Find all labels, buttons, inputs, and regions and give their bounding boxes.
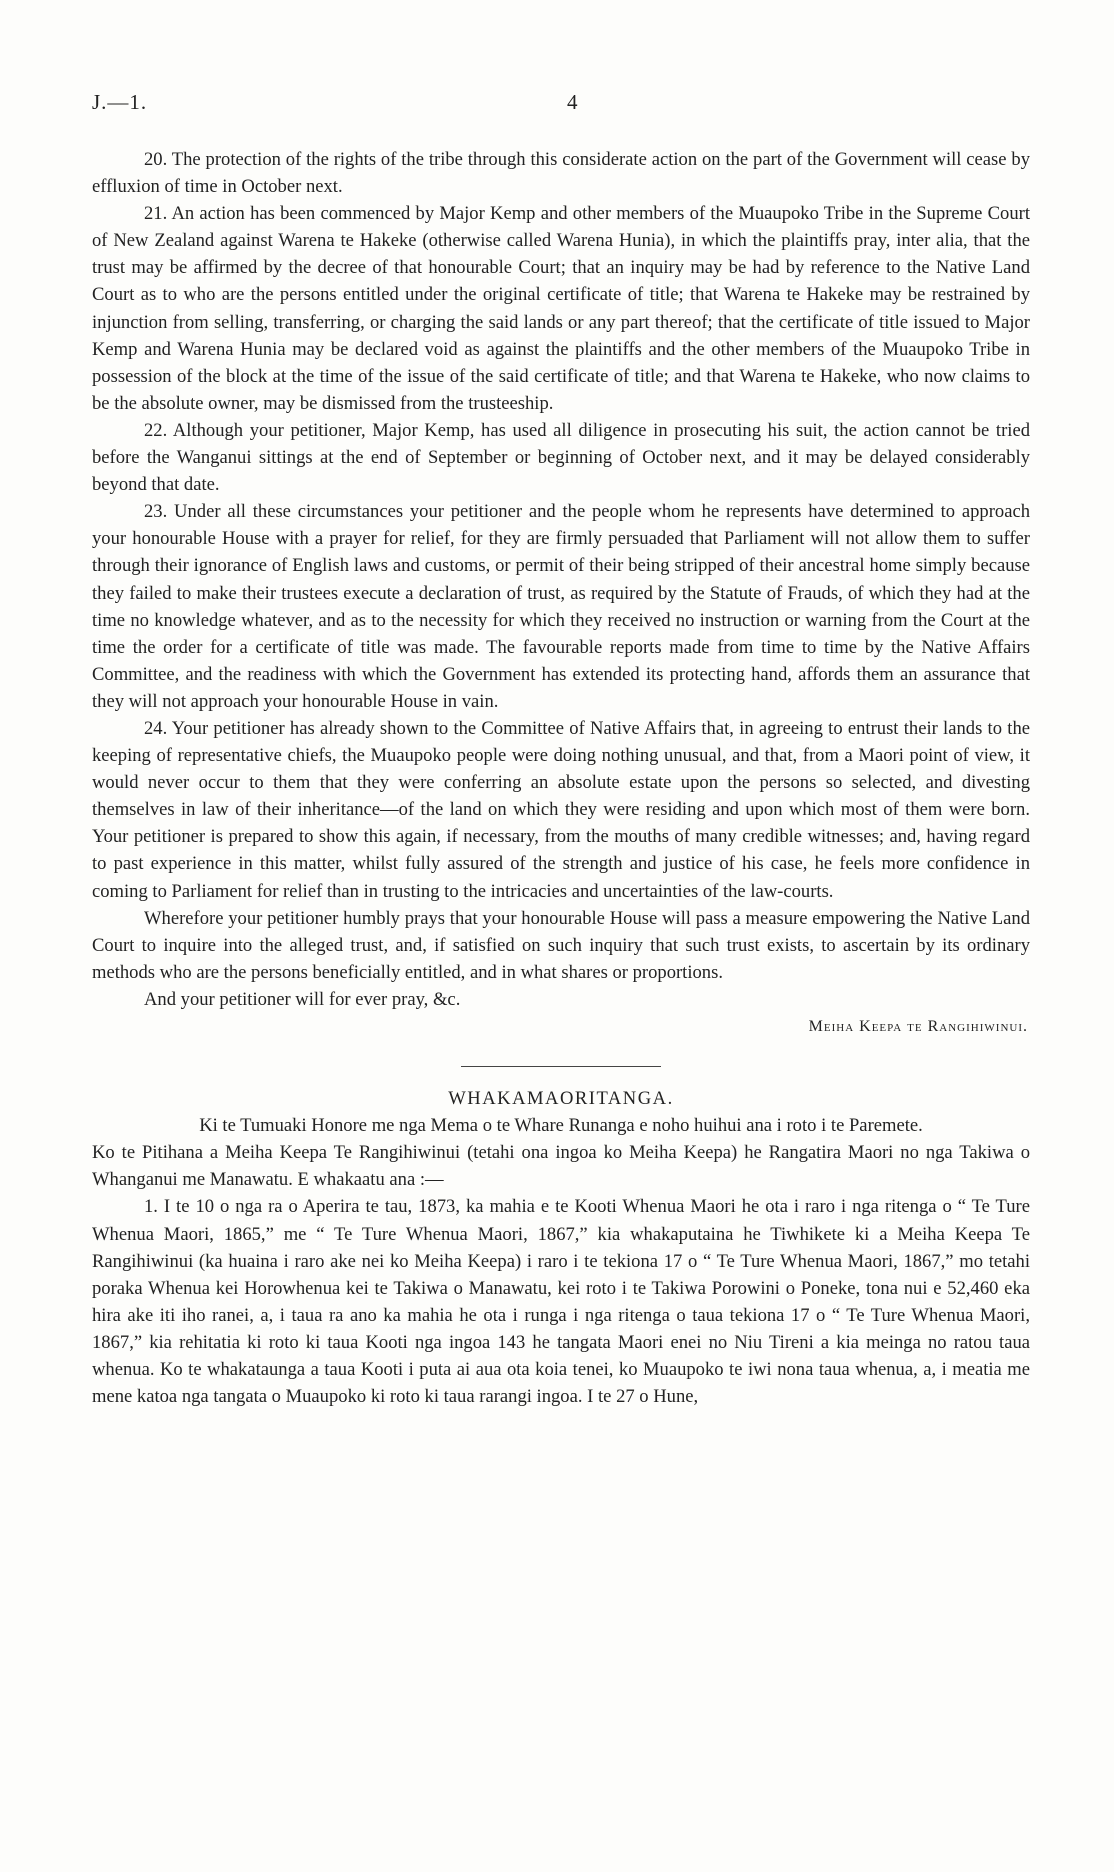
paragraph-20: 20. The protection of the rights of the tribe through this considerate action on the part of the Government will cease by effluxion of time in October next. bbox=[92, 149, 1030, 198]
document-body bbox=[92, 146, 1030, 1410]
translation-title: WHAKAMAORITANGA. bbox=[448, 1088, 674, 1110]
closing-line: And your petitioner will for ever pray, &c. bbox=[144, 988, 461, 1010]
signature: Meiha Keepa te Rangihiwinui. bbox=[808, 1018, 1028, 1035]
document-reference: J.—1. bbox=[92, 90, 148, 114]
translation-intro: Ko te Pitihana a Meiha Keepa Te Rangihiwinui (tetahi ona ingoa ko Meiha Keepa) he Rangatira Maori no nga Takiwa o Whanganui me Manawatu. E whakaatu ana :— bbox=[92, 1142, 1030, 1191]
paragraph-23: 23. Under all these circumstances your petitioner and the people whom he represents have determined to approach your honourable House with a prayer for relief, for they are firmly persuaded that Parliament will not allow them to suffer through their ignorance of English laws and customs, or permit of their being stripped of their ancestral home simply because they failed to make their trustees execute a declaration of trust, as required by the Statute of Frauds, of which they had at the time no knowledge whatever, and as to the necessity for which they received no instruction or warning from the Court at the time the order for a certificate of title was made. The favourable reports made from time to time by the Native Affairs Committee, and the readiness with which the Government has extended its protecting hand, affords them an assurance that they will not approach your honourable House in vain. bbox=[92, 501, 1030, 712]
prayer-paragraph: Wherefore your petitioner humbly prays that your honourable House will pass a measure empowering the Native Land Court to inquire into the alleged trust, and, if satisfied on such inquiry that such trust exists, to ascertain by its ordinary methods who are the persons beneficially entitled, and in what shares or proportions. bbox=[92, 907, 1030, 983]
paragraph-21: 21. An action has been commenced by Major Kemp and other members of the Muaupoko Tribe in the Supreme Court of New Zealand against Warena te Hakeke (otherwise called Warena Hunia), in which the plaintiffs pray, inter alia, that the trust may be affirmed by the decree of that honourable Court; that an inquiry may be had by reference to the Native Land Court as to who are the persons entitled under the original certificate of title; that Warena te Hakeke may be restrained by injunction from selling, transferring, or charging the said lands or any part thereof; that the certificate of title issued to Major Kemp and Warena Hunia may be declared void as against the plaintiffs and the other members of the Muaupoko Tribe in possession of the block at the time of the issue of the said certificate of title; and that Warena te Hakeke, who now claims to be the absolute owner, may be dismissed from the trusteeship. bbox=[92, 203, 1030, 414]
page-number: 4 bbox=[567, 90, 578, 114]
translation-address: Ki te Tumuaki Honore me nga Mema o te Whare Runanga e noho huihui ana i roto i te Paremete. bbox=[199, 1115, 923, 1137]
paragraph-22: 22. Although your petitioner, Major Kemp, has used all diligence in prosecuting his suit, the action cannot be tried before the Wanganui sittings at the end of September or beginning of October next, and it may be delayed considerably beyond that date. bbox=[92, 419, 1030, 496]
section-divider bbox=[461, 1066, 661, 1067]
translation-paragraph-1: 1. I te 10 o nga ra o Aperira te tau, 1873, ka mahia e te Kooti Whenua Maori he ota i raro i nga ritenga o “ Te Ture Whenua Maori, 1865,” me “ Te Ture Whenua Maori, 1867,” kia whakaputaina he Tiwhikete ki a Meiha Keepa Te Rangihiwinui (ka huaina i raro ake nei ko Meiha Keepa) i raro i te tekiona 17 o “ Te Ture Whenua Maori, 1867,” mo tetahi poraka Whenua kei Horowhenua kei te Takiwa o Manawatu, kei roto i te Takiwa Porowini o Poneke, tona nui e 52,460 eka hira ake iti iho ranei, a, i taua ra ano ka mahia he ota i runga i nga ritenga o taua tekiona 17 o “ Te Ture Whenua Maori, 1867,” kia rehitatia ki roto ki taua Kooti nga ingoa 143 he tangata Maori enei no Niu Tireni a kia meinga no ratou taua whenua. Ko te whakataunga a taua Kooti i puta ai aua ota koia tenei, ko Muaupoko te iwi nona taua whenua, a, i meatia me mene katoa nga tangata o Muaupoko ki roto ki taua rarangi ingoa. I te 27 o Hune, bbox=[92, 1196, 1030, 1408]
paragraph-24: 24. Your petitioner has already shown to the Committee of Native Affairs that, in agreeing to entrust their lands to the keeping of representative chiefs, the Muaupoko people were doing nothing unusual, and that, from a Maori point of view, it would never occur to them that they were conferring an absolute estate upon the persons so selected, and divesting themselves in law of their inheritance—of the land on which they were residing and upon which most of them were born. Your petitioner is prepared to show this again, if necessary, from the mouths of many credible witnesses; and, having regard to past experience in this matter, whilst fully assured of the strength and justice of his case, he feels more confidence in coming to Parliament for relief than in trusting to the intricacies and uncertainties of the law-courts. bbox=[92, 717, 1030, 902]
